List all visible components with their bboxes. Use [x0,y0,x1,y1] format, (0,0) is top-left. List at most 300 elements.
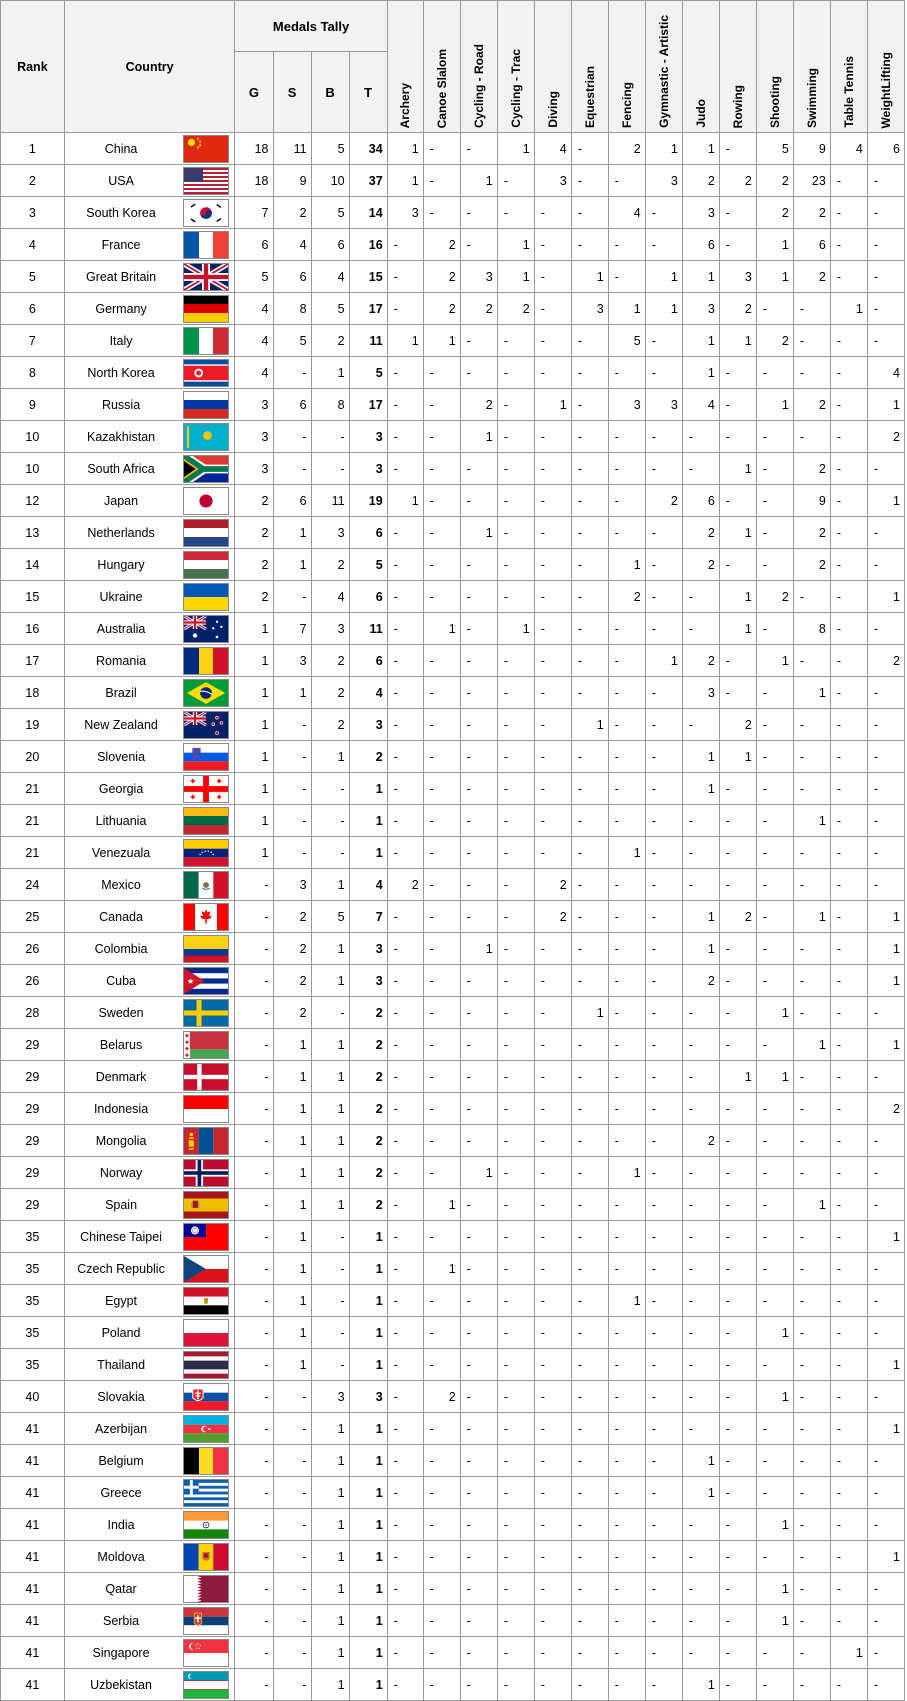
sport-medal-cell: - [497,1061,534,1093]
flag-cell [177,741,235,773]
sport-medal-cell: - [793,1381,830,1413]
sport-medal-cell: - [497,1445,534,1477]
sport-medal-cell: 3 [682,197,719,229]
sport-medal-cell: - [867,1157,904,1189]
sport-medal-cell: 2 [423,293,460,325]
sport-medal-cell: 4 [534,133,571,165]
rank-cell: 35 [1,1221,65,1253]
sport-medal-cell: - [830,389,867,421]
total-cell: 2 [349,1061,387,1093]
sport-medal-cell: - [830,581,867,613]
sport-medal-cell: - [387,1189,423,1221]
sport-medal-cell: - [423,1541,460,1573]
sport-medal-cell: - [497,581,534,613]
sport-medal-cell: - [497,1541,534,1573]
sport-medal-cell: - [497,1669,534,1701]
sport-medal-cell: - [387,357,423,389]
sport-medal-cell: - [830,1413,867,1445]
sport-medal-cell: 1 [460,517,497,549]
rank-cell: 5 [1,261,65,293]
sport-medal-cell: - [387,1285,423,1317]
header-sport [867,1,904,133]
sport-medal-cell: - [793,1541,830,1573]
sport-medal-cell: - [682,837,719,869]
sport-medal-cell: - [387,1509,423,1541]
sport-medal-cell: - [867,261,904,293]
sport-medal-cell: 1 [608,1285,645,1317]
sport-medal-cell: - [423,709,460,741]
sport-medal-cell: 1 [867,1413,904,1445]
sport-medal-cell: - [608,741,645,773]
sport-medal-cell: - [387,293,423,325]
sport-medal-cell: - [867,997,904,1029]
sport-medal-cell: - [719,1125,756,1157]
sport-medal-cell: 2 [682,645,719,677]
sport-medal-cell: 1 [756,645,793,677]
sport-medal-cell: 1 [867,1349,904,1381]
sport-medal-cell: - [423,1317,460,1349]
country-cell: Netherlands [64,517,177,549]
sport-medal-cell: 2 [756,581,793,613]
sport-medal-cell: - [497,1349,534,1381]
sport-medal-cell: - [423,1413,460,1445]
silver-cell: - [273,1381,311,1413]
sport-medal-cell: - [534,837,571,869]
flag-cell [177,773,235,805]
sport-medal-cell: 2 [793,389,830,421]
sport-medal-cell: - [793,1573,830,1605]
sport-medal-cell: - [387,997,423,1029]
sport-medal-cell: 3 [387,197,423,229]
total-cell: 1 [349,1349,387,1381]
sport-medal-cell: - [497,1477,534,1509]
sport-medal-cell: - [571,549,608,581]
sport-medal-cell: - [534,1445,571,1477]
total-cell: 2 [349,1157,387,1189]
sport-medal-cell: - [682,1157,719,1189]
sport-medal-cell: - [645,1445,682,1477]
bronze-cell: 5 [311,901,349,933]
total-cell: 1 [349,1317,387,1349]
sport-medal-cell: - [534,1253,571,1285]
sport-medal-cell: 3 [608,389,645,421]
gold-cell: 6 [235,229,273,261]
sport-medal-cell: - [571,389,608,421]
sport-medal-cell: - [756,485,793,517]
sport-medal-cell: 1 [423,1189,460,1221]
header-gold: G [235,52,273,133]
sport-medal-cell: - [423,1221,460,1253]
sport-medal-cell: - [497,965,534,997]
sport-medal-cell: - [830,613,867,645]
sport-medal-cell: - [571,197,608,229]
moldova-flag-icon [183,1543,229,1571]
sport-medal-cell: 1 [793,1029,830,1061]
silver-cell: 2 [273,197,311,229]
sport-medal-cell: - [645,901,682,933]
bronze-cell: 2 [311,645,349,677]
sport-medal-cell: - [682,1637,719,1669]
rank-cell: 7 [1,325,65,357]
country-cell: Mongolia [64,1125,177,1157]
sport-medal-cell: 1 [682,1477,719,1509]
sport-medal-cell: 2 [867,421,904,453]
country-cell: Colombia [64,933,177,965]
sport-medal-cell: - [867,709,904,741]
sport-medal-cell: - [460,741,497,773]
silver-cell: 6 [273,485,311,517]
netherlands-flag-icon [183,519,229,547]
gold-cell: - [235,1541,273,1573]
flag-cell [177,197,235,229]
sport-medal-cell: 2 [534,869,571,901]
table-row [1,677,905,709]
japan-flag-icon [183,487,229,515]
sport-medal-cell: - [756,837,793,869]
header-sport [534,1,571,133]
sport-medal-cell: - [719,1189,756,1221]
sport-medal-cell: - [719,1221,756,1253]
flag-cell [177,837,235,869]
sport-medal-cell: - [460,1093,497,1125]
sport-medal-cell: 2 [608,133,645,165]
bronze-cell: 1 [311,1125,349,1157]
sport-medal-cell: - [534,581,571,613]
rank-cell: 41 [1,1605,65,1637]
country-cell: North Korea [64,357,177,389]
country-cell: Brazil [64,677,177,709]
sport-medal-cell: 1 [497,261,534,293]
sport-medal-cell: 1 [682,773,719,805]
sport-medal-cell: 2 [719,293,756,325]
sport-medal-cell: - [793,421,830,453]
belgium-flag-icon [183,1447,229,1475]
sport-medal-cell: - [830,869,867,901]
sport-medal-cell: - [756,421,793,453]
country-cell: Thailand [64,1349,177,1381]
sport-medal-cell: - [534,1349,571,1381]
great-britain-flag-icon [183,263,229,291]
sport-medal-cell: - [608,997,645,1029]
sport-medal-cell: - [608,1317,645,1349]
country-cell: Slovenia [64,741,177,773]
table-row [1,1093,905,1125]
sport-medal-cell: 2 [682,165,719,197]
silver-cell: 1 [273,1093,311,1125]
sport-medal-cell: - [571,357,608,389]
sport-medal-cell: - [387,1029,423,1061]
lithuania-flag-icon [183,807,229,835]
country-cell: Germany [64,293,177,325]
rank-cell: 24 [1,869,65,901]
sport-medal-cell: 2 [423,261,460,293]
sport-medal-cell: - [719,645,756,677]
sport-medal-cell: - [830,1509,867,1541]
total-cell: 2 [349,1029,387,1061]
bronze-cell: 1 [311,1189,349,1221]
sport-medal-cell: - [793,869,830,901]
silver-cell: 1 [273,1189,311,1221]
sport-medal-cell: - [793,1125,830,1157]
silver-cell: - [273,357,311,389]
slovenia-flag-icon [183,743,229,771]
sport-medal-cell: - [497,197,534,229]
sport-medal-cell: - [387,1221,423,1253]
sport-medal-cell: 6 [793,229,830,261]
silver-cell: 1 [273,549,311,581]
flag-cell [177,389,235,421]
sport-medal-cell: 6 [682,229,719,261]
table-row [1,1221,905,1253]
sport-medal-cell: - [571,1605,608,1637]
sport-medal-cell: 1 [608,549,645,581]
header-sport [830,1,867,133]
bronze-cell: 5 [311,133,349,165]
sport-medal-cell: - [830,997,867,1029]
sport-medal-cell: - [608,1413,645,1445]
sport-medal-cell: - [719,1317,756,1349]
sport-medal-cell: - [682,997,719,1029]
table-row [1,389,905,421]
country-cell: Greece [64,1477,177,1509]
flag-cell [177,1509,235,1541]
sport-medal-cell: 1 [756,1605,793,1637]
sport-medal-cell: - [682,1317,719,1349]
sport-medal-cell: - [423,389,460,421]
sport-medal-cell: 1 [387,485,423,517]
sport-medal-cell: - [608,1541,645,1573]
sport-medal-cell: - [756,933,793,965]
table-row [1,1509,905,1541]
sport-medal-cell: - [830,1061,867,1093]
sport-medal-cell: 1 [793,805,830,837]
flag-cell [177,293,235,325]
table-row [1,165,905,197]
sport-medal-cell: 1 [387,133,423,165]
silver-cell: 2 [273,901,311,933]
rank-cell: 29 [1,1125,65,1157]
table-row [1,325,905,357]
sport-medal-cell: - [534,645,571,677]
bronze-cell: - [311,421,349,453]
sport-medal-cell: - [756,773,793,805]
table-row [1,581,905,613]
table-row [1,261,905,293]
sport-medal-cell: - [608,965,645,997]
sport-medal-cell: - [793,325,830,357]
bronze-cell: 4 [311,581,349,613]
gold-cell: 1 [235,677,273,709]
sport-medal-cell: - [534,1157,571,1189]
sport-medal-cell: - [534,933,571,965]
sport-medal-cell: - [387,1669,423,1701]
sport-medal-cell: 1 [756,1061,793,1093]
silver-cell: 1 [273,1157,311,1189]
sport-medal-cell: - [756,1541,793,1573]
sport-medal-cell: 2 [867,1093,904,1125]
sport-medal-cell: - [571,1349,608,1381]
bronze-cell: 2 [311,325,349,357]
table-row [1,805,905,837]
flag-cell [177,997,235,1029]
italy-flag-icon [183,327,229,355]
sport-medal-cell: - [867,1637,904,1669]
sport-medal-cell: - [867,197,904,229]
flag-cell [177,1541,235,1573]
sport-medal-cell: 3 [682,677,719,709]
sport-medal-cell: - [423,1125,460,1157]
gold-cell: 5 [235,261,273,293]
sport-medal-cell: - [830,421,867,453]
sport-medal-cell: 1 [387,165,423,197]
sport-medal-cell: 2 [756,325,793,357]
silver-cell: - [273,1541,311,1573]
gold-cell: - [235,1509,273,1541]
total-cell: 3 [349,709,387,741]
sport-medal-cell: 1 [682,357,719,389]
rank-cell: 8 [1,357,65,389]
silver-cell: 6 [273,389,311,421]
header-sport-label: Archery [398,82,413,128]
sport-medal-cell: - [534,261,571,293]
sport-medal-cell: - [460,1413,497,1445]
gold-cell: - [235,1349,273,1381]
sport-medal-cell: 1 [682,1669,719,1701]
sport-medal-cell: - [460,1285,497,1317]
table-row [1,1125,905,1157]
sport-medal-cell: - [497,325,534,357]
bronze-cell: - [311,1285,349,1317]
sport-medal-cell: 3 [682,293,719,325]
sport-medal-cell: - [756,613,793,645]
bronze-cell: - [311,1221,349,1253]
sport-medal-cell: - [387,1349,423,1381]
sport-medal-cell: 1 [460,933,497,965]
sport-medal-cell: - [387,1573,423,1605]
sport-medal-cell: - [460,1637,497,1669]
sport-medal-cell: - [534,1541,571,1573]
sport-medal-cell: - [608,869,645,901]
total-cell: 17 [349,293,387,325]
sport-medal-cell: - [460,1445,497,1477]
total-cell: 4 [349,869,387,901]
country-cell: Hungary [64,549,177,581]
rank-cell: 10 [1,453,65,485]
sport-medal-cell: - [460,837,497,869]
sport-medal-cell: - [423,1093,460,1125]
silver-cell: - [273,709,311,741]
header-sport-label: Canoe Slalom [434,48,449,128]
sport-medal-cell: - [497,1509,534,1541]
sport-medal-cell: - [387,645,423,677]
sport-medal-cell: - [387,1413,423,1445]
sport-medal-cell: - [423,1285,460,1317]
header-sport-label: Judo [693,99,708,128]
sport-medal-cell: - [719,197,756,229]
sport-medal-cell: - [423,805,460,837]
sport-medal-cell: - [387,741,423,773]
sport-medal-cell: - [571,1637,608,1669]
sport-medal-cell: - [571,1285,608,1317]
country-cell: Poland [64,1317,177,1349]
sport-medal-cell: - [867,1669,904,1701]
sport-medal-cell: 1 [682,325,719,357]
sport-medal-cell: - [534,197,571,229]
sport-medal-cell: 2 [460,389,497,421]
bronze-cell: 1 [311,869,349,901]
rank-cell: 29 [1,1029,65,1061]
sport-medal-cell: - [460,197,497,229]
sport-medal-cell: - [682,1413,719,1445]
thailand-flag-icon [183,1351,229,1379]
sport-medal-cell: - [867,1445,904,1477]
sport-medal-cell: - [423,133,460,165]
sport-medal-cell: - [867,549,904,581]
sport-medal-cell: - [571,933,608,965]
country-cell: France [64,229,177,261]
sport-medal-cell: - [387,1445,423,1477]
sport-medal-cell: 2 [793,549,830,581]
gold-cell: 3 [235,421,273,453]
sport-medal-cell: - [867,837,904,869]
sport-medal-cell: - [497,421,534,453]
sport-medal-cell: 1 [719,581,756,613]
table-row [1,869,905,901]
sport-medal-cell: 2 [719,165,756,197]
table-row [1,1381,905,1413]
sport-medal-cell: - [608,1093,645,1125]
sport-medal-cell: 1 [645,261,682,293]
rank-cell: 41 [1,1669,65,1701]
sport-medal-cell: - [534,421,571,453]
sport-medal-cell: - [830,1125,867,1157]
gold-cell: - [235,1445,273,1477]
sport-medal-cell: - [608,165,645,197]
sport-medal-cell: - [719,549,756,581]
silver-cell: 2 [273,997,311,1029]
country-cell: Venezuala [64,837,177,869]
sport-medal-cell: - [645,741,682,773]
total-cell: 3 [349,421,387,453]
gold-cell: 18 [235,165,273,197]
total-cell: 1 [349,805,387,837]
sport-medal-cell: - [682,1605,719,1637]
sport-medal-cell: - [423,1445,460,1477]
sport-medal-cell: - [756,901,793,933]
sport-medal-cell: - [497,1637,534,1669]
sport-medal-cell: - [867,773,904,805]
sport-medal-cell: - [571,421,608,453]
sport-medal-cell: - [423,965,460,997]
sport-medal-cell: - [571,1669,608,1701]
total-cell: 2 [349,1189,387,1221]
flag-cell [177,581,235,613]
sport-medal-cell: - [387,837,423,869]
sport-medal-cell: - [387,677,423,709]
rank-cell: 18 [1,677,65,709]
total-cell: 3 [349,933,387,965]
rank-cell: 26 [1,965,65,997]
denmark-flag-icon [183,1063,229,1091]
gold-cell: - [235,901,273,933]
sport-medal-cell: - [756,869,793,901]
sport-medal-cell: - [645,197,682,229]
sport-medal-cell: - [719,1477,756,1509]
sport-medal-cell: 2 [793,517,830,549]
country-cell: Chinese Taipei [64,1221,177,1253]
sport-medal-cell: - [867,1509,904,1541]
hungary-flag-icon [183,551,229,579]
